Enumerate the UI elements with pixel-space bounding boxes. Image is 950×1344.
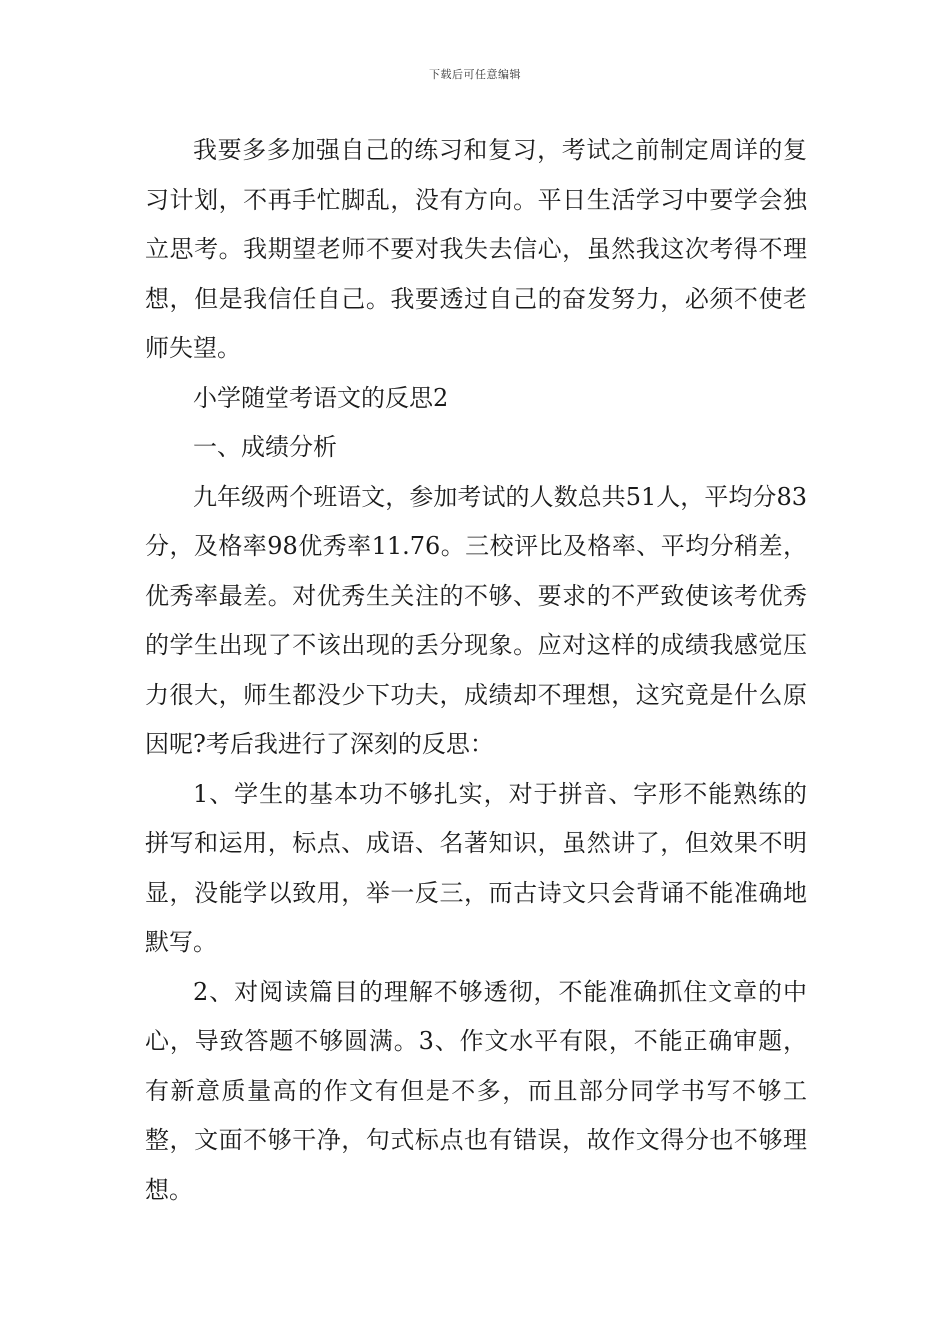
section-title: 小学随堂考语文的反思2 — [193, 383, 449, 412]
subsection-heading: 一、成绩分析 — [193, 433, 337, 461]
header-note: 下载后可任意编辑 — [429, 68, 521, 81]
paragraph-point-2-3: 2、对阅读篇目的理解不够透彻，不能准确抓住文章的中心，导致答题不够圆满。3、作文水平有限，不能正确审题，有新意质量高的作文有但是不多，而且部分同学书写不够工整，文面不够干净，句式标点也有错误，故作文得分也不够理想。 — [145, 977, 807, 1204]
paragraph-review-plan: 我要多多加强自己的练习和复习，考试之前制定周详的复习计划，不再手忙脚乱，没有方向。平日生活学习中要学会独立思考。我期望老师不要对我失去信心，虽然我这次考得不理想，但是我信任自己。我要透过自己的奋发努力，必须不使老师失望。 — [145, 136, 807, 362]
document-body — [145, 126, 807, 1215]
paragraph-point-1: 1、学生的基本功不够扎实，对于拼音、字形不能熟练的拼写和运用，标点、成语、名著知识，虽然讲了，但效果不明显，没能学以致用，举一反三，而古诗文只会背诵不能准确地默写。 — [145, 779, 807, 956]
paragraph-score-analysis: 九年级两个班语文，参加考试的人数总共51人，平均分83分，及格率98优秀率11.76。三校评比及格率、平均分稍差，优秀率最差。对优秀生关注的不够、要求的不严致使该考优秀的学生出现了不该出现的丢分现象。应对这样的成绩我感觉压力很大，师生都没少下功夫，成绩却不理想，这究竟是什么原因呢?考后我进行了深刻的反思： — [145, 482, 807, 758]
